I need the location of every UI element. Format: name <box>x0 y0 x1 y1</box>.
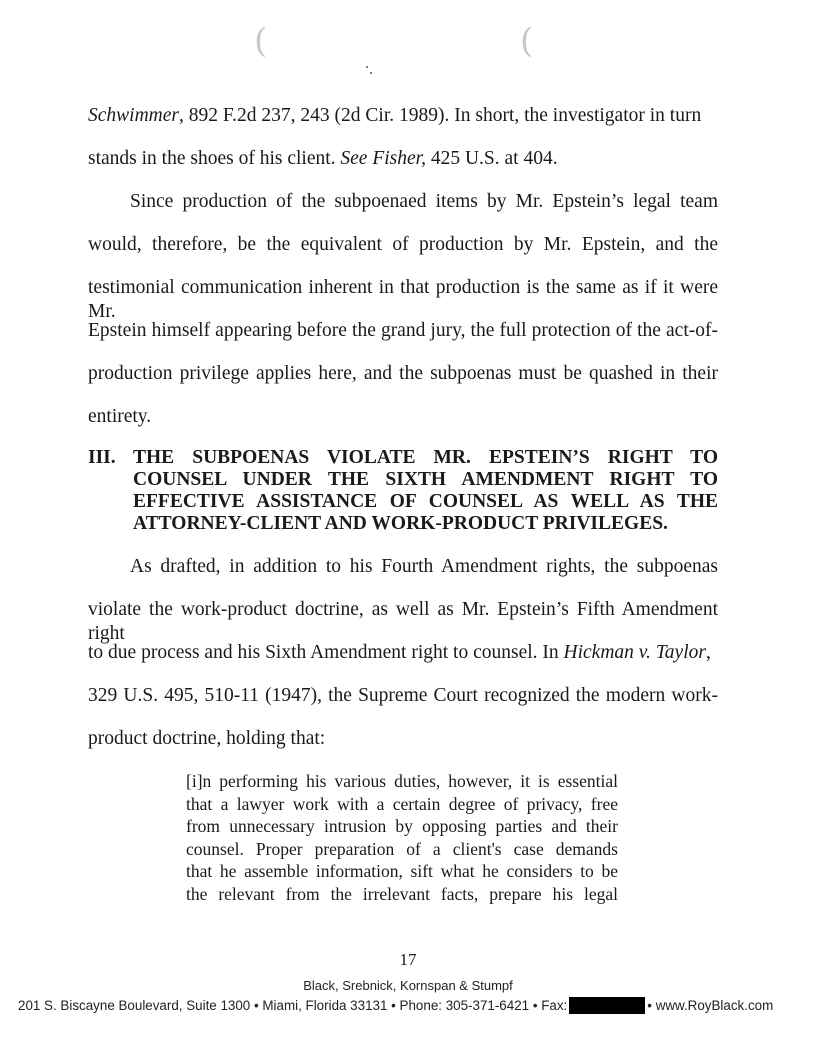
page-number: 17 <box>399 950 417 969</box>
body-line: 329 U.S. 495, 510-11 (1947), the Supreme Court recognized the modern work- <box>88 685 718 706</box>
footer-address-line: 201 S. Biscayne Boulevard, Suite 1300 • Miami, Florida 33131 • Phone: 305-371-6421 • Fax: • www.RoyBlack.com <box>18 998 774 1013</box>
redaction-box <box>569 997 645 1014</box>
body-line: violate the work-product doctrine, as well as Mr. Epstein’s Fifth Amendment right <box>88 599 718 644</box>
body-line: would, therefore, be the equivalent of production by Mr. Epstein, and the <box>88 234 718 255</box>
body-line: testimonial communication inherent in that production is the same as if it were Mr. <box>88 277 718 322</box>
scan-artifact: ( <box>254 21 268 61</box>
scan-artifact: ( <box>520 21 534 61</box>
body-line: Schwimmer, 892 F.2d 237, 243 (2d Cir. 1989). In short, the investigator in turn <box>88 105 702 126</box>
body-line: product doctrine, holding that: <box>88 728 326 749</box>
case-citation: Hickman v. Taylor <box>563 642 706 663</box>
citation-signal: See Fisher, <box>340 148 426 169</box>
footer-website: • www.RoyBlack.com <box>647 998 774 1013</box>
body-line: production privilege applies here, and the subpoenas must be quashed in their <box>88 363 718 384</box>
body-line: stands in the shoes of his client. See Fisher, 425 U.S. at 404. <box>88 148 558 169</box>
scan-dot <box>366 66 368 68</box>
section-number: III. <box>88 447 116 468</box>
body-line: entirety. <box>88 406 152 427</box>
section-title: THE SUBPOENAS VIOLATE MR. EPSTEIN’S RIGHT TO COUNSEL UNDER THE SIXTH AMENDMENT RIGHT TO EFFECTIVE ASSISTANCE OF COUNSEL AS WELL AS THE ATTORNEY-CLIENT AND WORK-PRODUCT PRIVILEGES. <box>133 447 718 534</box>
footer-firm-name: Black, Srebnick, Kornspan & Stumpf <box>303 978 513 993</box>
scan-dot <box>370 72 372 74</box>
body-line: Since production of the subpoenaed items by Mr. Epstein’s legal team <box>130 191 718 212</box>
body-line: Epstein himself appearing before the grand jury, the full protection of the act-of- <box>88 320 718 341</box>
case-citation: Schwimmer <box>88 105 179 126</box>
block-quote: [i]n performing his various duties, however, it is essential that a lawyer work with a certain degree of privacy, free from unnecessary intrusion by opposing parties and their counsel. Proper preparation of a client's case demands that he assemble information, sift what he considers to be the relevant from the irrelevant facts, prepare his legal <box>186 771 618 904</box>
body-line: As drafted, in addition to his Fourth Amendment rights, the subpoenas <box>130 556 718 577</box>
body-line: to due process and his Sixth Amendment right to counsel. In Hickman v. Taylor, <box>88 642 711 663</box>
